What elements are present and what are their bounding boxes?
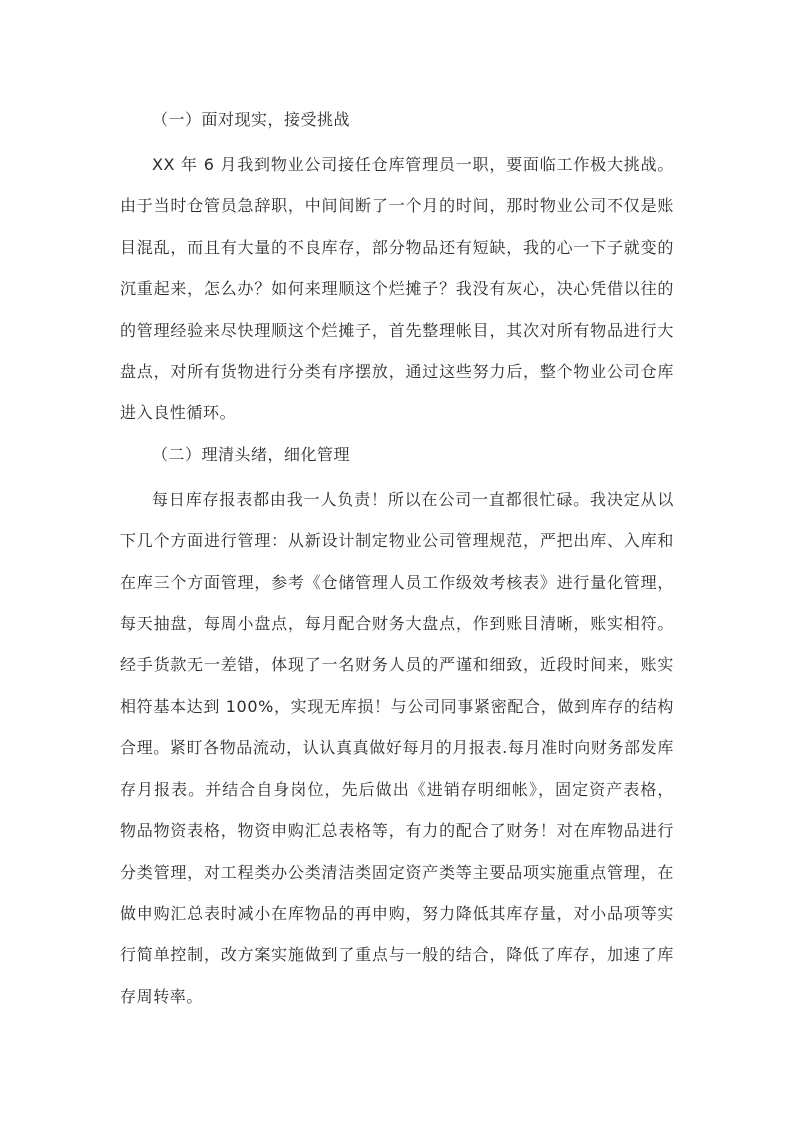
section-2-paragraph: 每日库存报表都由我一人负责！所以在公司一直都很忙碌。我决定从以下几个方面进行管理：从新设计制定物业公司管理规范，严把出库、入库和在库三个方面管理，参考《仓储管理人员工作级效考核表》进行量化管理，每天抽盘，每周小盘点，每月配合财务大盘点，作到账目清晰，账实相符。经手货款无一差错，体现了一名财务人员的严谨和细致，近段时间来，账实相符基本达到 100%，实现无库损！与公司同事紧密配合，做到库存的结构合理。紧盯各物品流动，认认真真做好每月的月报表.每月准时向财务部发库存月报表。并结合自身岗位，先后做出《进销存明细帐》，固定资产表格，物品物资表格，物资申购汇总表格等，有力的配合了财务！对在库物品进行分类管理，对工程类办公类清洁类固定资产类等主要品项实施重点管理，在做申购汇总表时减小在库物品的再申购，努力降低其库存量，对小品项等实行简单控制，改方案实施做到了重点与一般的结合，降低了库存，加速了库存周转率。 xyxy=(120,489,674,1006)
section-1-heading: （一）面对现实，接受挑战 xyxy=(152,110,351,129)
section-1-paragraph: XX 年 6 月我到物业公司接任仓库管理员一职，要面临工作极大挑战。由于当时仓管员急辞职，中间间断了一个月的时间，那时物业公司不仅是账目混乱，而且有大量的不良库存，部分物品还有短缺，我的心一下子就变的沉重起来，怎么办？如何来理顺这个烂摊子？我没有灰心，决心凭借以往的的管理经验来尽快理顺这个烂摊子，首先整理帐目，其次对所有物品进行大盘点，对所有货物进行分类有序摆放，通过这些努力后，整个物业公司仓库进入良性循环。 xyxy=(120,155,674,423)
section-2-heading: （二）理清头绪，细化管理 xyxy=(152,444,351,464)
